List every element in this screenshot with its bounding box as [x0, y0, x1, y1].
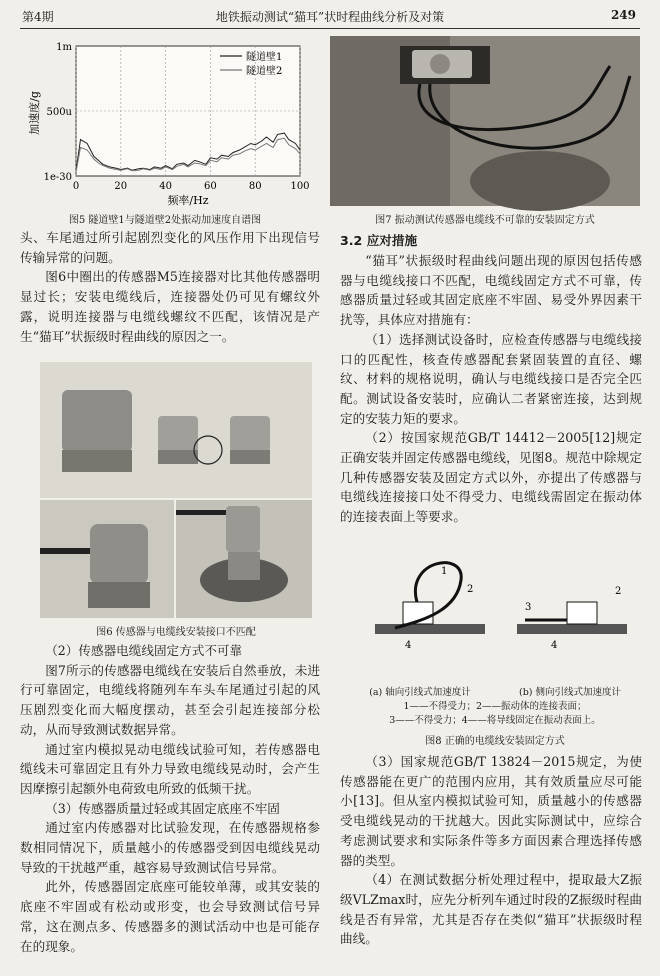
left-paragraph-4: 通过室内模拟晃动电缆线试验可知，若传感器电缆线未可靠固定且有外力导致电缆线晃动时，会产生因摩擦引起额外电荷致电所致的低频干扰。	[20, 741, 320, 796]
x-tick-label: 0	[72, 181, 80, 192]
left-paragraph-2: 图6中圈出的传感器M5连接器对比其他传感器明显过长；安装电缆线后，连接器处仍可见有螺纹外露，说明连接器与电缆线螺纹不匹配，该情况是产生“猫耳”状振级时程曲线的原因之一。	[20, 269, 320, 344]
x-axis-label: 频率/Hz	[167, 194, 209, 207]
right-column-bottom	[340, 752, 642, 949]
figure-8a-label: (a) 轴向引线式加速度计	[369, 687, 471, 698]
legend-label: 隧道壁2	[246, 66, 283, 77]
y-tick-label: 1m	[56, 42, 72, 53]
left-column-bottom	[20, 641, 320, 956]
left-column-top	[20, 228, 320, 346]
figure-8-diagram	[345, 550, 645, 690]
page-number: 249	[610, 8, 636, 22]
label-3: 3	[525, 602, 532, 613]
legend-label: 隧道壁1	[246, 52, 283, 63]
x-tick-label: 20	[114, 181, 128, 192]
sensor-b	[567, 602, 597, 624]
right-paragraph-3: （2）按国家规范GB/T 14412－2005[12]规定正确安装并固定传感器电缆线，见图8。规范中除规定几种传感器安装及固定方式以外，亦提出了传感器与电缆线连接接口处不得受力、电缆线需固定在振动体的连接表面上等要求。	[340, 430, 642, 525]
header-rule	[20, 28, 640, 29]
figure-5-chart	[24, 38, 310, 208]
running-title: 地铁振动测试“猫耳”状时程曲线分析及对策	[215, 10, 445, 24]
label-1: 1	[441, 566, 448, 577]
right-paragraph-4: （3）国家规范GB/T 13824－2015规定，为使传感器能在更广的范围内应用，其有效质量应尽可能小[13]。但从室内模拟试验可知，质量越小的传感器受电缆线晃动的干扰越大。因此实际测试中，应综合考虑测试要求和实际条件等多方面因素合理选择传感器的类型。	[340, 754, 642, 868]
x-tick-label: 100	[290, 181, 310, 192]
spectrum-chart	[24, 38, 310, 208]
left-subheading-2: （2）传感器电缆线固定方式不可靠	[45, 643, 243, 658]
y-tick-label: 500u	[46, 107, 72, 118]
figure-6-photo-bottom-left	[40, 500, 174, 618]
left-paragraph-1: 头、车尾通过所引起剧烈变化的风压作用下出现信号传输异常的问题。	[20, 230, 320, 265]
figure-6-photo-top	[40, 362, 312, 498]
figure-7-photo	[330, 36, 640, 206]
figure-6-bottom-right-illustration	[176, 500, 312, 618]
right-paragraph-1: “猫耳”状振级时程曲线问题出现的原因包括传感器与电缆线接口不匹配，电缆线固定方式不可靠，传感器质量过轻或其固定底座不牢固、易受外界因素干扰等，具体应对措施有：	[340, 253, 642, 328]
vibration-surface-a	[375, 624, 485, 634]
figure-8-legend-2: 3——不得受力；4——将导线固定在振动表面上。	[389, 715, 601, 726]
label-4a: 4	[405, 640, 412, 651]
figure-5-caption: 图5 隧道壁1与隧道壁2处振动加速度自谱图	[68, 215, 262, 226]
figure-8b-label: (b) 侧向引线式加速度计	[518, 687, 621, 698]
right-paragraph-5: （4）在测试数据分析处理过程中，提取最大Z振级VLZmax时，应先分析列车通过时段的Z振级时程曲线是否有异常，尤其是否存在类似“猫耳”状振级时程曲线。	[340, 872, 642, 947]
figure-8-illustration	[345, 550, 645, 690]
section-heading-3-2: 3.2 应对措施	[340, 233, 418, 248]
right-column-top	[340, 230, 642, 527]
figure-6-caption: 图6 传感器与电缆线安装接口不匹配	[96, 627, 256, 638]
issue-number: 第4期	[22, 10, 54, 24]
figure-6-bottom-left-illustration	[40, 500, 174, 618]
vibration-surface-b	[517, 624, 627, 634]
y-axis-label: 加速度/g	[28, 91, 41, 135]
label-2a: 2	[467, 584, 474, 595]
right-paragraph-2: （1）选择测试设备时，应检查传感器与电缆线接口的匹配性，核查传感器配套紧固装置的直径、螺纹、材料的规格说明，确认与电缆线接口是否完全匹配。测试设备安装时，应确认二者紧密连接，达到规定的安装力矩的要求。	[340, 331, 642, 426]
left-paragraph-5: 通过室内传感器对比试验发现，在传感器规格参数相同情况下，质量越小的传感器受到因电缆线晃动导致的干扰越严重，越容易导致测试信号异常。	[20, 820, 320, 875]
figure-7-illustration	[330, 36, 640, 206]
figure-8-legend-1: 1——不得受力；2——振动体的连接表面；	[403, 701, 587, 712]
x-tick-label: 60	[204, 181, 217, 192]
left-subheading-3: （3）传感器质量过轻或其固定底座不牢固	[45, 800, 280, 816]
label-2b: 2	[615, 586, 622, 597]
figure-6-photo-bottom-right	[176, 500, 312, 618]
y-tick-label: 1e-30	[43, 172, 72, 183]
x-tick-label: 80	[248, 181, 262, 192]
x-tick-label: 40	[159, 181, 172, 192]
left-paragraph-3: 图7所示的传感器电缆线在安装后自然垂放，未进行可靠固定，电缆线将随列车车头车尾通过引起的风压剧烈变化而大幅度摆动，甚至会引起连接部分松动，从而导致测试数据异常。	[20, 662, 320, 737]
figure-7-caption: 图7 振动测试传感器电缆线不可靠的安装固定方式	[375, 215, 595, 226]
left-paragraph-6: 此外，传感器固定底座可能较单薄，或其安装的底座不牢固或有松动或形变，也会导致测试信号异常，这在测点多、传感器多的测试活动中也是可能存在的现象。	[20, 879, 320, 954]
figure-6-top-illustration	[40, 362, 312, 498]
figure-8-caption: 图8 正确的电缆线安装固定方式	[425, 736, 565, 747]
label-4b: 4	[551, 640, 558, 651]
